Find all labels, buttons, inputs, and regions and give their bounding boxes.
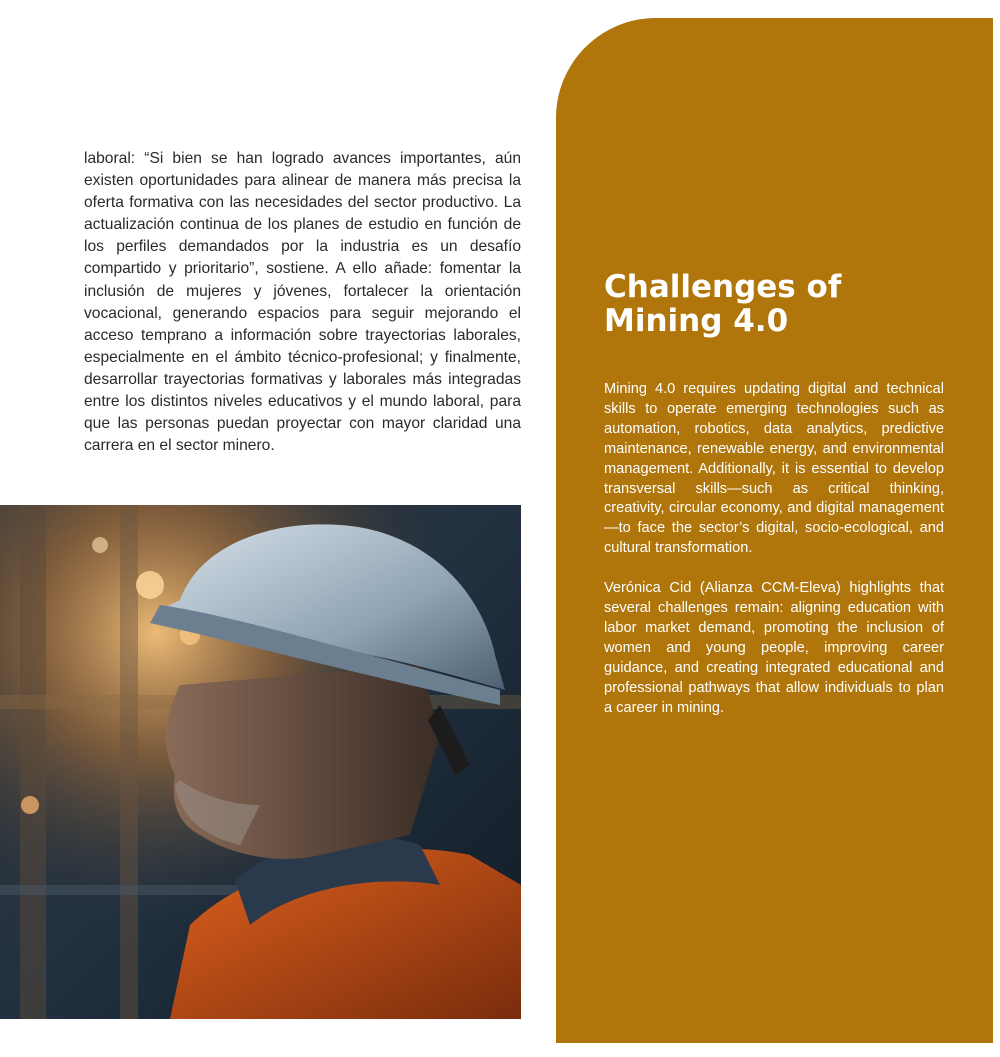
panel-body [604, 380, 944, 739]
body-paragraph: laboral: “Si bien se han logrado avances importantes, aún existen oportunidades para alinear de manera más precisa la oferta formativa con las necesidades del sector productivo. La actualización continua de los planes de estudio en función de los perfiles demandados por la industria es un desafío compartido y prioritario”, sostiene. A ello añade: fomentar la inclusión de mujeres y jóvenes, fortalecer la orientación vocacional, generando espacios para seguir mejorando el acceso temprano a información sobre trayectorias laborales, especialmente en el ámbito técnico-profesional; y finalmente, desarrollar trayectorias formativas y laborales más integradas entre los distintos niveles educativos y el mundo laboral, para que las personas puedan proyectar con mayor claridad una carrera en el sector minero. [84, 150, 521, 455]
panel-paragraph-1: Mining 4.0 requires updating digital and technical skills to operate emerging technologies such as automation, robotics, data analytics, predictive maintenance, renewable energy, and environmental management. Additionally, it is essential to develop transversal skills—such as critical thinking, creativity, circular economy, and digital management—to face the sector’s digital, socio-ecological, and cultural transformation. [604, 381, 944, 557]
miner-photo [0, 505, 521, 1019]
panel-paragraph-2: Verónica Cid (Alianza CCM-Eleva) highlights that several challenges remain: aligning education with labor market demand, promoting the inclusion of women and young people, improving career guidance, and creating integrated educational and professional pathways that allow individuals to plan a career in mining. [604, 580, 944, 716]
panel-title: Challenges of Mining 4.0 [604, 269, 842, 339]
